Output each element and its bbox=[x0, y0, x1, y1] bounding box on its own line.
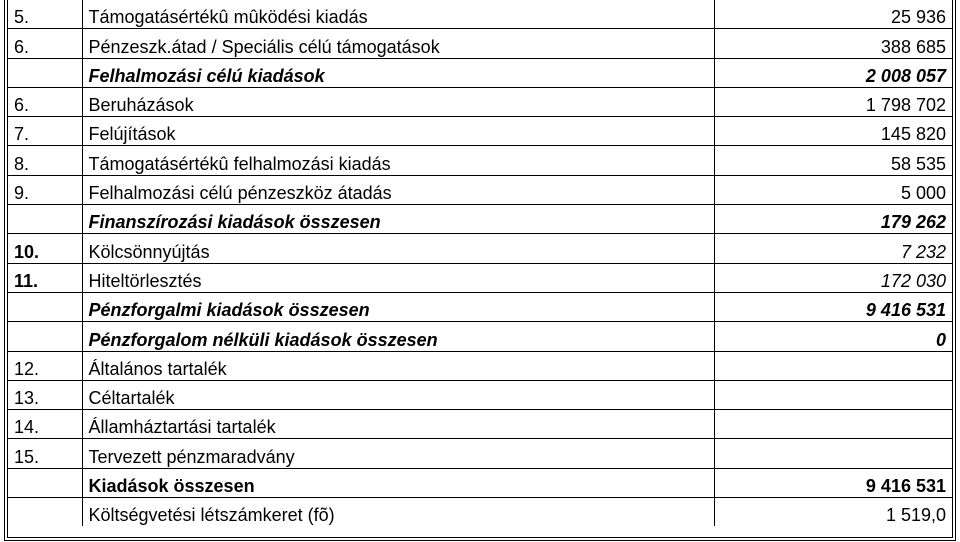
row-amount: 0 bbox=[714, 322, 952, 351]
row-label: Céltartalék bbox=[82, 380, 714, 409]
row-number: 15. bbox=[8, 439, 82, 468]
row-number: 5. bbox=[8, 0, 82, 29]
row-number bbox=[8, 468, 82, 497]
row-label: Hiteltörlesztés bbox=[82, 263, 714, 292]
table-row bbox=[8, 234, 952, 263]
table-row bbox=[8, 351, 952, 380]
row-label: Költségvetési létszámkeret (fõ) bbox=[82, 498, 714, 527]
table-row bbox=[8, 439, 952, 468]
row-amount: 145 820 bbox=[714, 117, 952, 146]
row-label: Államháztartási tartalék bbox=[82, 410, 714, 439]
row-label: Támogatásértékû mûködési kiadás bbox=[88, 7, 368, 28]
row-amount: 9 416 531 bbox=[714, 468, 952, 497]
subtotal-row bbox=[8, 322, 952, 351]
table-row bbox=[8, 146, 952, 175]
row-number bbox=[8, 205, 82, 234]
row-number bbox=[8, 322, 82, 351]
row-label: Pénzforgalmi kiadások összesen bbox=[82, 292, 714, 321]
table-row bbox=[8, 117, 952, 146]
table-row bbox=[8, 410, 952, 439]
row-number: 7. bbox=[8, 117, 82, 146]
row-number: 13. bbox=[8, 380, 82, 409]
row-amount: 9 416 531 bbox=[714, 292, 952, 321]
row-amount bbox=[714, 410, 952, 439]
row-number: 8. bbox=[8, 146, 82, 175]
row-number: 10. bbox=[8, 234, 82, 263]
row-amount: 58 535 bbox=[714, 146, 952, 175]
row-amount bbox=[714, 380, 952, 409]
row-label: Kölcsönnyújtás bbox=[82, 234, 714, 263]
budget-table bbox=[8, 0, 952, 526]
row-number: 9. bbox=[8, 175, 82, 204]
row-number: 11. bbox=[8, 263, 82, 292]
table-row bbox=[8, 263, 952, 292]
row-label: Pénzforgalom nélküli kiadások összesen bbox=[82, 322, 714, 351]
table-row bbox=[8, 29, 952, 58]
row-number: 14. bbox=[8, 410, 82, 439]
row-label: Támogatásértékû felhalmozási kiadás bbox=[82, 146, 714, 175]
row-label: Beruházások bbox=[82, 87, 714, 116]
table-row bbox=[8, 380, 952, 409]
row-amount: 1 798 702 bbox=[714, 87, 952, 116]
subtotal-row bbox=[8, 205, 952, 234]
row-amount: 2 008 057 bbox=[714, 58, 952, 87]
row-label: Általános tartalék bbox=[82, 351, 714, 380]
row-amount: 172 030 bbox=[714, 263, 952, 292]
subtotal-row bbox=[8, 58, 952, 87]
subtotal-row bbox=[8, 292, 952, 321]
table-row bbox=[8, 87, 952, 116]
row-number bbox=[8, 292, 82, 321]
row-label: Tervezett pénzmaradvány bbox=[82, 439, 714, 468]
row-amount: 179 262 bbox=[714, 205, 952, 234]
row-number: 6. bbox=[8, 29, 82, 58]
table-row bbox=[8, 498, 952, 527]
row-label: Kiadások összesen bbox=[82, 468, 714, 497]
row-amount: 25 936 bbox=[714, 0, 952, 29]
row-amount bbox=[714, 351, 952, 380]
row-number bbox=[8, 498, 82, 527]
row-amount: 7 232 bbox=[714, 234, 952, 263]
row-amount bbox=[714, 439, 952, 468]
row-amount: 5 000 bbox=[714, 175, 952, 204]
total-row bbox=[8, 468, 952, 497]
row-label: Felhalmozási célú kiadások bbox=[82, 58, 714, 87]
table-row bbox=[8, 175, 952, 204]
row-number bbox=[8, 58, 82, 87]
row-number: 12. bbox=[8, 351, 82, 380]
table-row bbox=[8, 0, 952, 29]
row-label: Pénzeszk.átad / Speciális célú támogatások bbox=[82, 29, 714, 58]
row-amount: 388 685 bbox=[714, 29, 952, 58]
row-label: Finanszírozási kiadások összesen bbox=[82, 205, 714, 234]
row-label: Felújítások bbox=[82, 117, 714, 146]
budget-table-frame bbox=[4, 0, 956, 541]
row-amount: 1 519,0 bbox=[714, 498, 952, 527]
row-number: 6. bbox=[8, 87, 82, 116]
row-label: Felhalmozási célú pénzeszköz átadás bbox=[82, 175, 714, 204]
